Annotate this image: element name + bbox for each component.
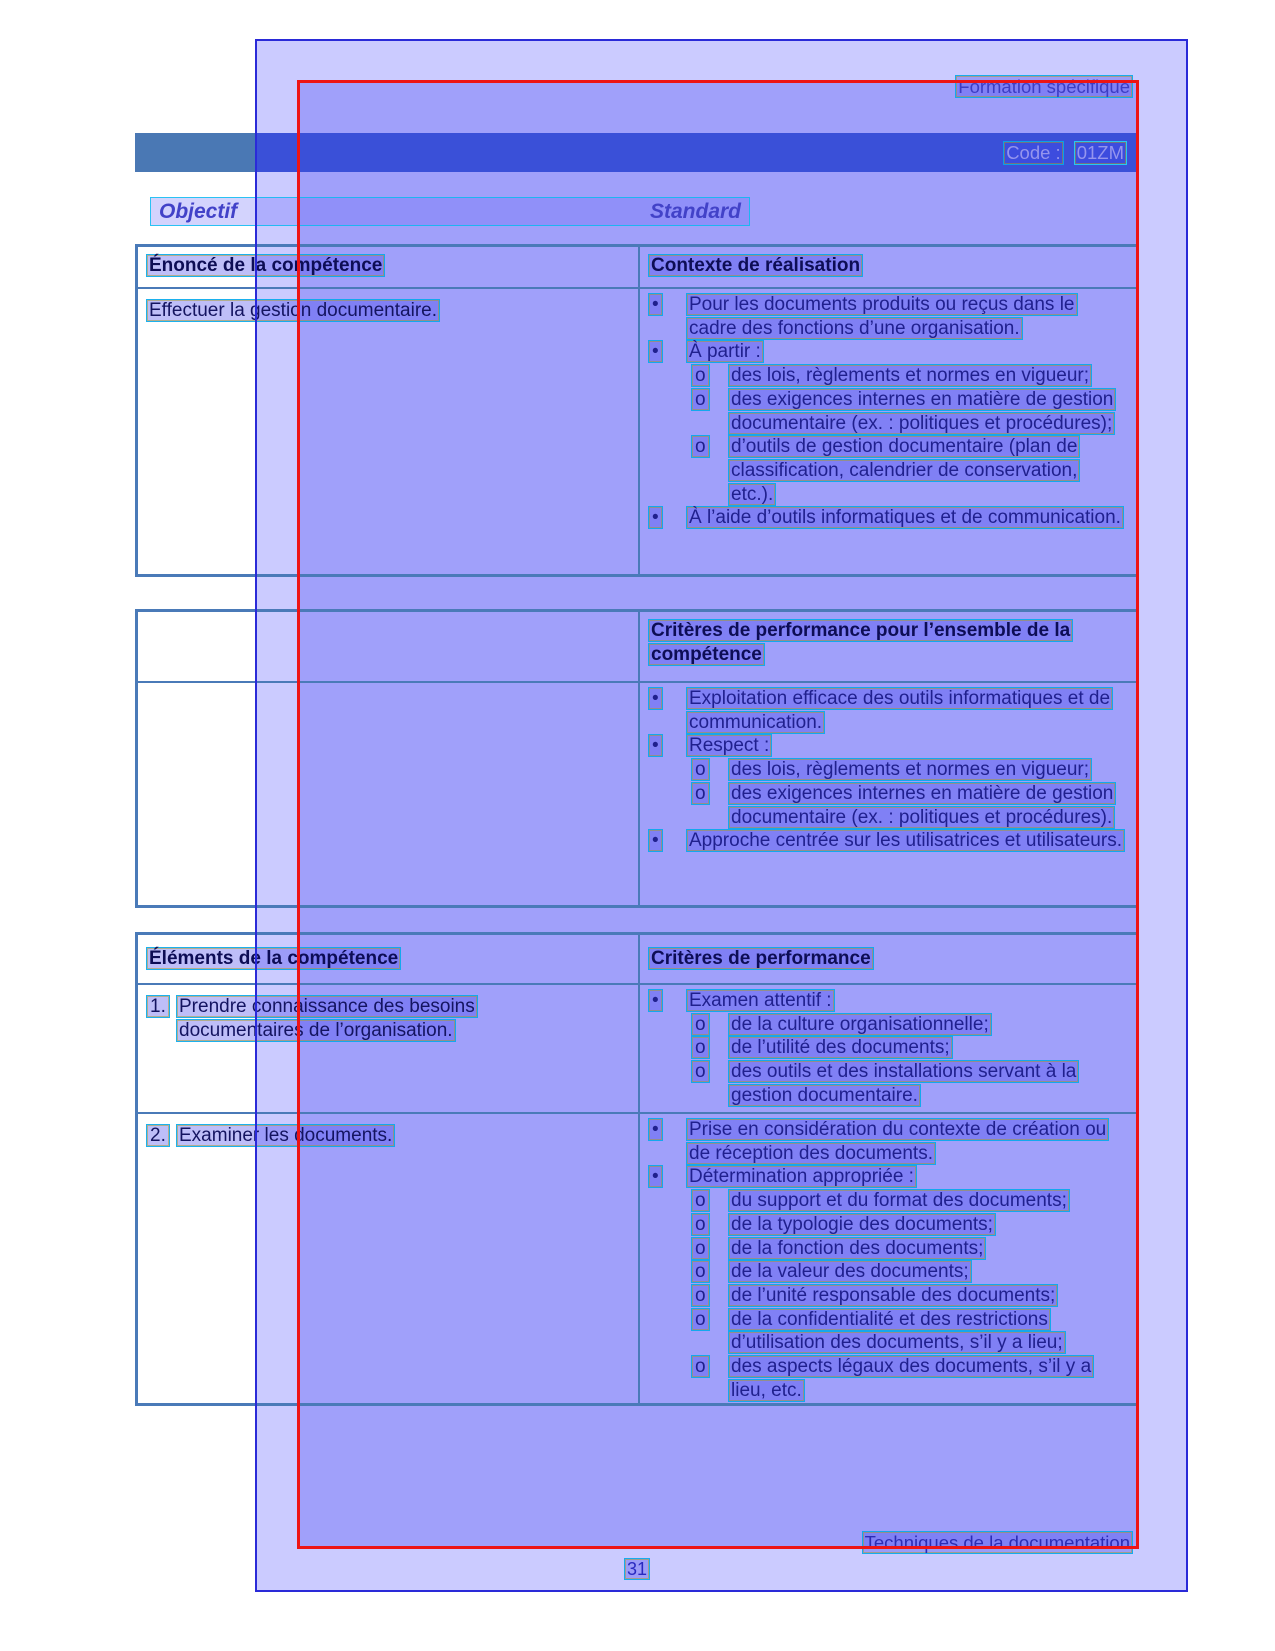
bullet-glyph: • — [648, 506, 686, 530]
bullet-glyph: • — [648, 734, 686, 758]
bullet-glyph: o — [691, 1036, 728, 1060]
list-item-text: des exigences internes en matière de gestion documentaire (ex. : politiques et procédures); — [728, 388, 1116, 435]
list-item-text: Approche centrée sur les utilisatrices et utilisateurs. — [686, 829, 1125, 852]
bullet-glyph: o — [691, 1308, 728, 1332]
code-label: Code : — [1003, 141, 1064, 165]
table1-header-left: Énoncé de la compétence — [138, 247, 638, 287]
bullet-glyph: o — [691, 1355, 728, 1379]
table1-header-right: Contexte de réalisation — [638, 247, 1136, 287]
element-text: Prendre connaissance des besoins documentaires de l’organisation. — [176, 995, 478, 1042]
table3-header-right: Critères de performance — [638, 935, 1136, 983]
standard-title: Standard — [649, 199, 741, 223]
list-item-text: Pour les documents produits ou reçus dans le cadre des fonctions d’une organisation. — [686, 293, 1078, 340]
header-bar — [135, 133, 1139, 172]
list-item — [691, 1284, 1128, 1308]
list-item-text: À partir : — [686, 340, 764, 363]
list-item — [648, 734, 1128, 758]
list-item-text: À l’aide d’outils informatiques et de communication. — [686, 506, 1124, 529]
table2-header-left-empty — [138, 612, 638, 681]
bullet-glyph: o — [691, 1060, 728, 1084]
list-item-text: Respect : — [686, 734, 772, 757]
bullet-glyph: o — [691, 1260, 728, 1284]
list-item — [691, 364, 1128, 388]
program-footer — [297, 1532, 1133, 1554]
program-footer-text: Techniques de la documentation — [862, 1531, 1133, 1554]
page-number: 31 — [624, 1559, 650, 1580]
table2-header-row — [138, 612, 1136, 683]
list-item-text: du support et du format des documents; — [728, 1189, 1070, 1212]
element-number: 2. — [146, 1124, 176, 1148]
bullet-glyph: • — [648, 1118, 686, 1142]
list-item — [648, 687, 1128, 734]
list-item — [691, 1213, 1128, 1237]
list-item — [691, 388, 1128, 435]
section-label — [297, 76, 1133, 98]
bullet-glyph: o — [691, 782, 728, 806]
list-item — [691, 1036, 1128, 1060]
list-item — [648, 1165, 1128, 1189]
list-item-text: de l’unité responsable des documents; — [728, 1284, 1058, 1307]
list-item-text: Examen attentif : — [686, 989, 835, 1012]
title-band — [150, 197, 750, 226]
bullet-glyph: • — [648, 687, 686, 711]
bullet-glyph: o — [691, 1213, 728, 1237]
bullet-glyph: o — [691, 1189, 728, 1213]
bullet-glyph: • — [648, 340, 686, 364]
table3-row-2 — [138, 1114, 1136, 1403]
criteres-row2-list — [638, 1114, 1136, 1406]
bullet-glyph: • — [648, 1165, 686, 1189]
list-item — [691, 1060, 1128, 1107]
list-item — [648, 340, 1128, 364]
list-item — [691, 758, 1128, 782]
bullet-glyph: o — [691, 1284, 728, 1308]
bullet-glyph: o — [691, 435, 728, 459]
list-item — [648, 506, 1128, 530]
list-item-text: des outils et des installations servant à la gestion documentaire. — [728, 1060, 1079, 1107]
list-item — [691, 1308, 1128, 1355]
list-item — [648, 1118, 1128, 1165]
element-text: Examiner les documents. — [176, 1124, 395, 1147]
table2-header-right: Critères de performance pour l’ensemble de la compétence — [638, 612, 1136, 681]
list-item — [691, 1013, 1128, 1037]
list-item-text: des lois, règlements et normes en vigueur; — [728, 364, 1092, 387]
table1-header-row — [138, 247, 1136, 289]
table2-body-row — [138, 683, 1136, 905]
list-item — [648, 829, 1128, 853]
code-value: 01ZM — [1074, 141, 1127, 165]
list-item — [648, 989, 1128, 1013]
list-item-text: des exigences internes en matière de gestion documentaire (ex. : politiques et procédures). — [728, 782, 1116, 829]
bullet-glyph: • — [648, 989, 686, 1013]
list-item-text: Exploitation efficace des outils informatiques et de communication. — [686, 687, 1113, 734]
list-item — [691, 1189, 1128, 1213]
bullet-glyph: • — [648, 829, 686, 853]
bullet-glyph: o — [691, 758, 728, 782]
element-2 — [138, 1114, 638, 1406]
bullet-glyph: • — [648, 293, 686, 317]
table3-header-row — [138, 935, 1136, 985]
element-number: 1. — [146, 995, 176, 1019]
list-item — [691, 435, 1128, 506]
bullet-glyph: o — [691, 1013, 728, 1037]
list-item — [691, 782, 1128, 829]
objectif-title: Objectif — [159, 199, 238, 223]
list-item — [691, 1237, 1128, 1261]
table-enonce-contexte — [135, 244, 1139, 577]
bullet-glyph: o — [691, 1237, 728, 1261]
table-elements-criteres — [135, 932, 1139, 1406]
section-label-text: Formation spécifique — [955, 75, 1133, 98]
list-item-text: des aspects légaux des documents, s’il y a lieu, etc. — [728, 1355, 1094, 1402]
table-criteres-ensemble — [135, 609, 1139, 908]
list-item-text: de la confidentialité et des restrictions d’utilisation des documents, s’il y a lieu; — [728, 1308, 1066, 1355]
list-item-text: de l’utilité des documents; — [728, 1036, 953, 1059]
list-item-text: de la valeur des documents; — [728, 1260, 972, 1283]
competence-statement: Effectuer la gestion documentaire. — [138, 289, 638, 574]
list-item — [691, 1260, 1128, 1284]
table3-row-1 — [138, 985, 1136, 1114]
list-item-text: de la typologie des documents; — [728, 1213, 996, 1236]
contexte-list — [638, 289, 1136, 574]
list-item-text: de la fonction des documents; — [728, 1237, 986, 1260]
bullet-glyph: o — [691, 388, 728, 412]
list-item — [648, 293, 1128, 340]
list-item-text: Détermination appropriée : — [686, 1165, 917, 1188]
criteres-row1-list — [638, 985, 1136, 1112]
criteres-ensemble-list — [638, 683, 1136, 905]
list-item-text: Prise en considération du contexte de création ou de réception des documents. — [686, 1118, 1109, 1165]
list-item-text: d’outils de gestion documentaire (plan de classification, calendrier de conservation, etc.). — [728, 435, 1080, 505]
list-item-text: des lois, règlements et normes en vigueur; — [728, 758, 1092, 781]
list-item-text: de la culture organisationnelle; — [728, 1013, 992, 1036]
element-1 — [138, 985, 638, 1112]
list-item — [691, 1355, 1128, 1402]
table1-body-row — [138, 289, 1136, 574]
bullet-glyph: o — [691, 364, 728, 388]
table2-body-left-empty — [138, 683, 638, 905]
table3-header-left: Éléments de la compétence — [138, 935, 638, 983]
